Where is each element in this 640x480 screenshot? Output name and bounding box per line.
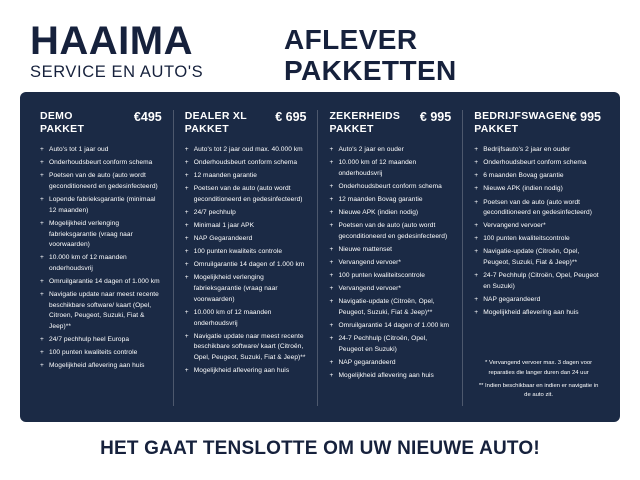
list-item: + 100 punten kwaliteitscontrole	[474, 234, 603, 245]
package-feature-list	[474, 145, 603, 318]
packages-panel	[20, 92, 620, 422]
brand-logo	[20, 19, 278, 82]
list-item: + Minimaal 1 jaar APK	[185, 221, 309, 232]
list-item: + Mogelijkheid aflevering aan huis	[474, 308, 603, 319]
list-item: + Onderhoudsbeurt conform schema	[474, 158, 603, 169]
package-title-line2: PAKKET	[474, 123, 519, 136]
package-header	[474, 110, 603, 136]
list-item: + Poetsen van de auto (auto wordt geconditioneerd en gedesinfecteerd)	[40, 171, 164, 192]
package-header	[40, 110, 164, 136]
package-column-zekerheids	[317, 104, 462, 412]
list-item: + Bedrijfsauto's 2 jaar en ouder	[474, 145, 603, 156]
package-column-dealer-xl	[173, 104, 318, 412]
list-item: + 10.000 km of 12 maanden onderhoudsvrij	[185, 308, 309, 329]
list-item: + 100 punten kwaliteitscontrole	[329, 271, 453, 282]
list-item: + Nieuwe APK (indien nodig)	[329, 208, 453, 219]
list-item: + Lopende fabrieksgarantie (minimaal 12 maanden)	[40, 195, 164, 216]
package-title-line2: PAKKET	[329, 123, 374, 136]
list-item: + Vervangend vervoer*	[329, 258, 453, 269]
list-item: + Mogelijkheid aflevering aan huis	[40, 361, 164, 372]
list-item: + Auto's tot 1 jaar oud	[40, 145, 164, 156]
package-feature-list	[185, 145, 309, 376]
list-item: + Auto's 2 jaar en ouder	[329, 145, 453, 156]
list-item: + 24-7 Pechhulp (Citroën, Opel, Peugeot en Suzuki)	[474, 271, 603, 292]
package-title-line2: PAKKET	[184, 123, 229, 136]
list-item: + Poetsen van de auto (auto wordt geconditioneerd en gedesinfecteerd)	[474, 198, 603, 219]
list-item: + Navigatie-update (Citroën, Opel, Peugeot, Suzuki, Fiat & Jeep)**	[474, 247, 603, 268]
list-item: + Onderhoudsbeurt conform schema	[185, 158, 309, 169]
package-title-line1: ZEKERHEIDS	[329, 110, 401, 122]
footer-slogan: HET GAAT TENSLOTTE OM UW NIEUWE AUTO!	[100, 438, 540, 459]
list-item: + Vervangend vervoer*	[329, 284, 453, 295]
package-price: €495	[133, 110, 162, 124]
page-title	[278, 22, 457, 87]
package-title-line1: BEDRIJFSWAGEN	[474, 110, 570, 122]
list-item: + 12 maanden garantie	[185, 171, 309, 182]
footnote-single-asterisk: * Vervangend vervoer max. 3 dagen voor reparaties die langer duren dan 24 uur	[485, 360, 593, 376]
package-column-bedrijfswagen	[462, 104, 612, 412]
footnotes	[474, 359, 603, 404]
package-header	[185, 110, 309, 136]
list-item: + 100 punten kwaliteits controle	[185, 247, 309, 258]
package-title-line2: PAKKET	[40, 123, 85, 136]
package-title-line1: DEMO	[40, 110, 73, 122]
package-title-line1: DEALER XL	[184, 110, 247, 122]
footnote-double-asterisk: ** Indien beschikbaar en indien er navigatie in de auto zit.	[478, 382, 599, 398]
package-column-demo	[28, 104, 173, 412]
list-item: + Mogelijkheid verlenging fabrieksgarantie (vraag naar voorwaarden)	[185, 273, 309, 305]
list-item: + 100 punten kwaliteits controle	[40, 348, 164, 359]
list-item: + NAP gegarandeerd	[474, 295, 603, 306]
list-item: + Onderhoudsbeurt conform schema	[40, 158, 164, 169]
list-item: + Omruilgarantie 14 dagen of 1.000 km	[185, 260, 309, 271]
list-item: + Vervangend vervoer*	[474, 221, 603, 232]
package-price: € 695	[275, 110, 307, 124]
list-item: + Poetsen van de auto (auto wordt geconditioneerd en gedesinfecteerd)	[185, 184, 309, 205]
package-price: € 995	[419, 110, 452, 124]
brand-tagline: SERVICE EN AUTO'S	[30, 63, 204, 81]
list-item: + Mogelijkheid aflevering aan huis	[185, 366, 309, 377]
page-header	[20, 0, 620, 86]
list-item: + 10.000 km of 12 maanden onderhoudsvrij	[329, 158, 453, 179]
package-title	[329, 110, 400, 136]
list-item: + NAP Gegarandeerd	[185, 234, 309, 245]
list-item: + Nieuwe APK (indien nodig)	[474, 184, 603, 195]
package-feature-list	[40, 145, 164, 372]
list-item: + Navigatie update naar meest recente beschikbare software/ kaart (Citroën, Opel, Peugeot, Suzuki, Fiat & Jeep)**	[185, 332, 309, 364]
list-item: + NAP gegarandeerd	[329, 358, 453, 369]
list-item: + Onderhoudsbeurt conform schema	[329, 182, 453, 193]
brand-name: HAAIMA	[30, 19, 193, 63]
package-price: € 995	[569, 110, 601, 124]
list-item: + Navigatie update naar meest recente beschikbare software/ kaart (Opel, Citroen, Peugeot, Suzuki, Fiat & Jeep)**	[40, 290, 164, 333]
list-item: + Nieuwe mattenset	[329, 245, 453, 256]
list-item: + Omruilgarantie 14 dagen of 1.000 km	[40, 277, 164, 288]
page-title-line1: AFLEVER	[284, 24, 418, 55]
list-item: + 24-7 Pechhulp (Citroën, Opel, Peugeot en Suzuki)	[329, 334, 453, 355]
list-item: + Auto's tot 2 jaar oud max. 40.000 km	[185, 145, 309, 156]
list-item: + 10.000 km of 12 maanden onderhoudsvrij	[40, 253, 164, 274]
list-item: + Mogelijkheid verlenging fabrieksgarantie (vraag naar voorwaarden)	[40, 219, 164, 251]
list-item: + 12 maanden Bovag garantie	[329, 195, 453, 206]
package-title	[185, 110, 247, 136]
list-item: + 6 maanden Bovag garantie	[474, 171, 603, 182]
list-item: + Navigatie-update (Citroën, Opel, Peugeot, Suzuki, Fiat & Jeep)**	[329, 297, 453, 318]
list-item: + Omruilgarantie 14 dagen of 1.000 km	[329, 321, 453, 332]
package-header	[329, 110, 453, 136]
list-item: + 24/7 pechhulp heel Europa	[40, 335, 164, 346]
list-item: + Poetsen van de auto (auto wordt geconditioneerd en gedesinfecteerd)	[329, 221, 453, 242]
package-feature-list	[329, 145, 453, 381]
list-item: + 24/7 pechhulp	[185, 208, 309, 219]
package-title	[474, 110, 570, 136]
list-item: + Mogelijkheid aflevering aan huis	[329, 371, 453, 382]
page-title-line2: PAKKETTEN	[284, 55, 457, 87]
package-title	[40, 110, 84, 136]
